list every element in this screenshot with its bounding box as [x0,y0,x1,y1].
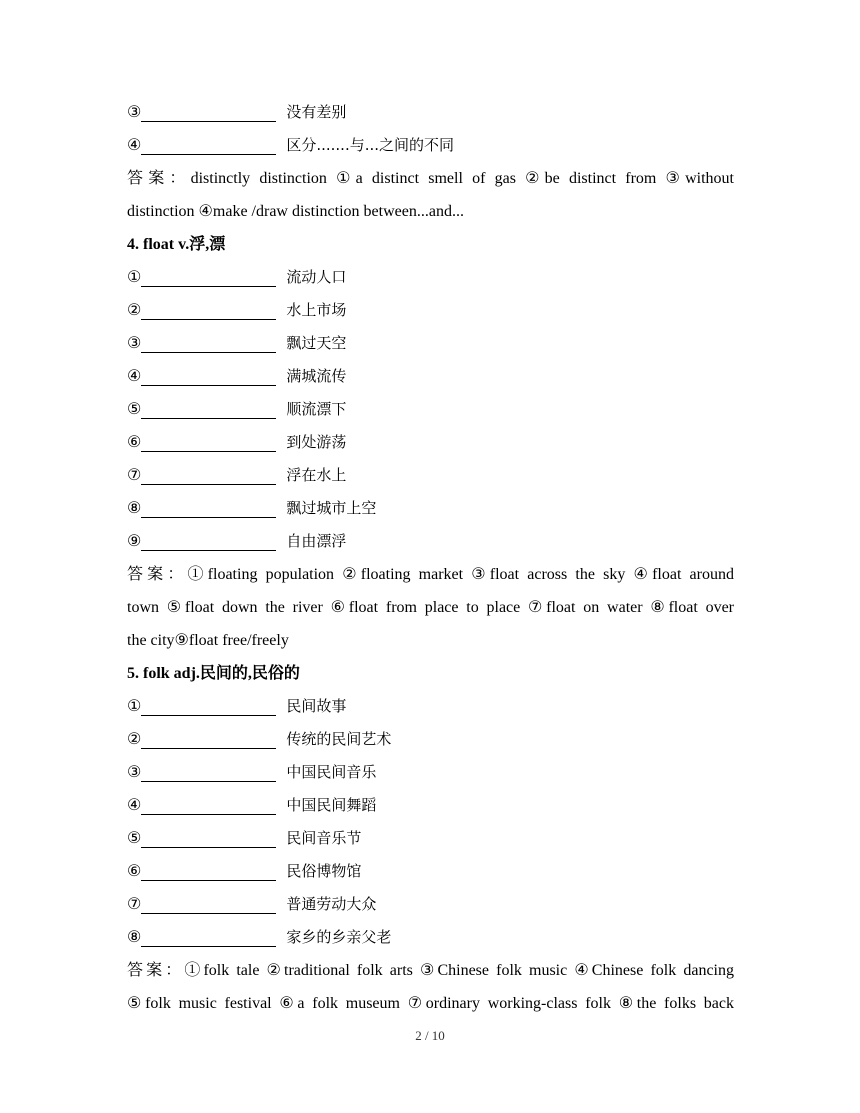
item-meaning: 满城流传 [286,367,347,385]
section-heading-folk: 5. folk adj.民间的,民俗的 [127,665,300,682]
item-number: ⑦ [127,896,142,913]
blank-item [127,327,734,360]
item-meaning: 区分.......与...之间的不同 [286,136,455,154]
item-meaning: 自由漂浮 [286,532,347,550]
document-body [127,96,734,1020]
answer-blank[interactable] [141,800,276,815]
answer-line: 答案：①floating population ②floating market ③float across the sky ④float around [127,566,734,583]
blank-item [127,723,734,756]
item-meaning: 流动人口 [286,268,347,286]
blank-item [127,492,734,525]
answer-blank[interactable] [141,701,276,716]
blank-item [127,360,734,393]
item-number: ⑤ [127,401,142,418]
item-number: ③ [127,335,142,352]
item-number: ⑧ [127,929,142,946]
answer-blank[interactable] [141,470,276,485]
item-meaning: 中国民间音乐 [286,763,377,781]
blank-item [127,129,734,162]
answer-blank[interactable] [141,371,276,386]
blank-item [127,426,734,459]
answer-line: 答案：distinctly distinction ①a distinct smell of gas ②be distinct from ③without [127,170,734,187]
answer-blank[interactable] [141,734,276,749]
item-number: ③ [127,104,142,121]
answer-blank[interactable] [141,536,276,551]
section-heading-float: 4. float v.浮,漂 [127,236,226,253]
answer-blank[interactable] [141,305,276,320]
item-number: ① [127,269,142,286]
answer-blank[interactable] [141,140,276,155]
answer-blank[interactable] [141,437,276,452]
item-number: ⑨ [127,533,142,550]
answer-blank[interactable] [141,932,276,947]
item-meaning: 顺流漂下 [286,400,347,418]
item-meaning: 家乡的乡亲父老 [286,928,392,946]
blank-item [127,459,734,492]
blank-item [127,888,734,921]
blank-item [127,525,734,558]
answer-line: the city⑨float free/freely [127,632,289,649]
blank-item [127,690,734,723]
blank-item [127,393,734,426]
blank-item [127,261,734,294]
answer-blank[interactable] [141,833,276,848]
answer-line: distinction ④make /draw distinction between...and... [127,203,464,220]
item-meaning: 民俗博物馆 [286,862,362,880]
blank-item [127,789,734,822]
answer-line: ⑤folk music festival ⑥a folk museum ⑦ordinary working-class folk ⑧the folks back [127,995,734,1012]
blank-item [127,96,734,129]
blank-item [127,294,734,327]
answer-blank[interactable] [141,866,276,881]
item-meaning: 普通劳动大众 [286,895,377,913]
item-meaning: 到处游荡 [286,433,347,451]
item-number: ② [127,302,142,319]
blank-item [127,822,734,855]
item-number: ② [127,731,142,748]
blank-item [127,921,734,954]
item-meaning: 民间故事 [286,697,347,715]
blank-item [127,756,734,789]
answer-line: 答案：①folk tale ②traditional folk arts ③Chinese folk music ④Chinese folk dancing [127,962,734,979]
answer-blank[interactable] [141,767,276,782]
item-meaning: 飘过城市上空 [286,499,377,517]
answer-blank[interactable] [141,503,276,518]
item-number: ⑥ [127,434,142,451]
item-meaning: 飘过天空 [286,334,347,352]
item-meaning: 中国民间舞蹈 [286,796,377,814]
item-number: ⑤ [127,830,142,847]
answer-blank[interactable] [141,338,276,353]
item-meaning: 浮在水上 [286,466,347,484]
answer-blank[interactable] [141,107,276,122]
answer-blank[interactable] [141,899,276,914]
item-number: ⑦ [127,467,142,484]
answer-blank[interactable] [141,404,276,419]
item-meaning: 水上市场 [286,301,347,319]
blank-item [127,855,734,888]
answer-blank[interactable] [141,272,276,287]
answer-line: town ⑤float down the river ⑥float from place to place ⑦float on water ⑧float over [127,599,734,616]
item-meaning: 传统的民间艺术 [286,730,392,748]
item-meaning: 没有差别 [286,103,347,121]
item-meaning: 民间音乐节 [286,829,362,847]
item-number: ④ [127,368,142,385]
page-number: 2 / 10 [415,1028,445,1043]
item-number: ⑧ [127,500,142,517]
item-number: ④ [127,797,142,814]
item-number: ③ [127,764,142,781]
item-number: ⑥ [127,863,142,880]
item-number: ① [127,698,142,715]
item-number: ④ [127,137,142,154]
